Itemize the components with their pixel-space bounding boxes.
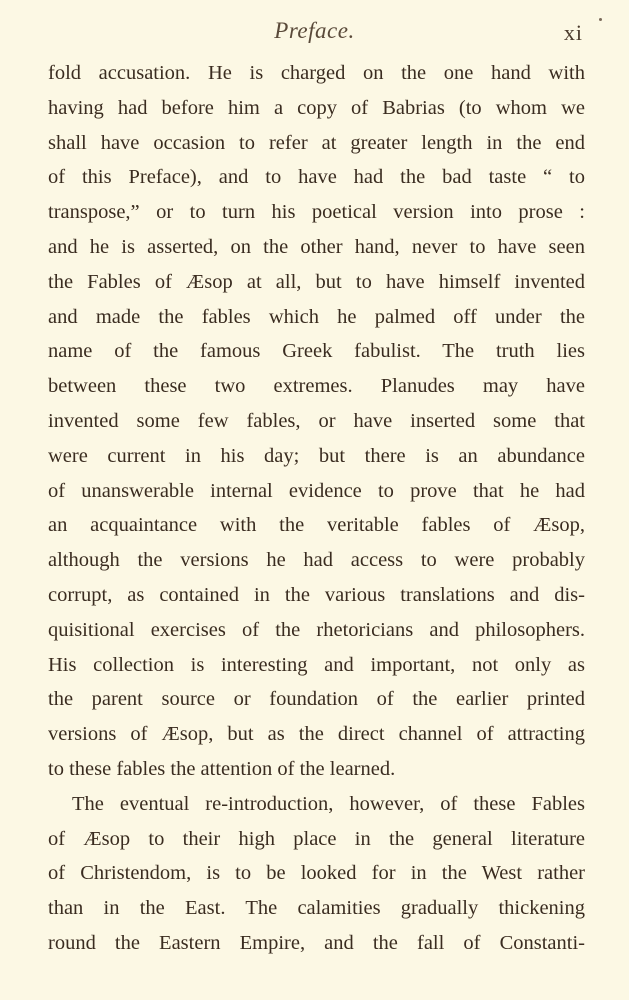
text-line: although the versions he had access to were probably (48, 549, 585, 572)
running-title: Preface. (274, 18, 355, 43)
text-line: shall have occasion to refer at greater length in the end (48, 131, 585, 154)
text-line: to these fables the attention of the learned. (48, 757, 396, 780)
text-line: and made the fables which he palmed off under the (48, 305, 585, 328)
text-line: of unanswerable internal evidence to prove that he had (48, 479, 585, 502)
text-line: than in the East. The calamities gradually thickening (48, 897, 585, 920)
paragraph-1 (48, 56, 585, 787)
text-line: His collection is interesting and important, not only as (48, 653, 585, 676)
text-line: an acquaintance with the veritable fables of Æsop, (48, 514, 585, 537)
text-line: quisitional exercises of the rhetoricians and philosophers. (48, 618, 585, 641)
text-line: The eventual re-introduction, however, of these Fables (72, 792, 585, 815)
text-line: were current in his day; but there is an abundance (48, 444, 585, 467)
running-head (0, 14, 629, 50)
text-line: the Fables of Æsop at all, but to have himself invented (48, 270, 585, 293)
text-line: of Æsop to their high place in the general literature (48, 827, 585, 850)
text-line: corrupt, as contained in the various translations and dis- (48, 583, 585, 606)
text-line: transpose,” or to turn his poetical version into prose : (48, 201, 585, 224)
paragraph-2 (48, 787, 585, 961)
text-line: invented some few fables, or have inserted some that (48, 409, 585, 432)
text-line: of this Preface), and to have had the bad taste “ to (48, 166, 585, 189)
text-line: of Christendom, is to be looked for in the West rather (48, 862, 585, 885)
text-line: name of the famous Greek fabulist. The truth lies (48, 340, 585, 363)
page-number: xi (563, 20, 583, 45)
text-block (48, 56, 585, 961)
text-line: between these two extremes. Planudes may have (48, 375, 585, 398)
text-line: and he is asserted, on the other hand, never to have seen (48, 235, 585, 258)
text-line: having had before him a copy of Babrias (to whom we (48, 96, 585, 119)
text-line: round the Eastern Empire, and the fall of Constanti- (48, 931, 585, 954)
ink-speck (599, 18, 602, 21)
text-line: fold accusation. He is charged on the one hand with (48, 62, 585, 84)
text-line: versions of Æsop, but as the direct channel of attracting (48, 723, 585, 746)
text-line: the parent source or foundation of the earlier printed (48, 688, 585, 711)
